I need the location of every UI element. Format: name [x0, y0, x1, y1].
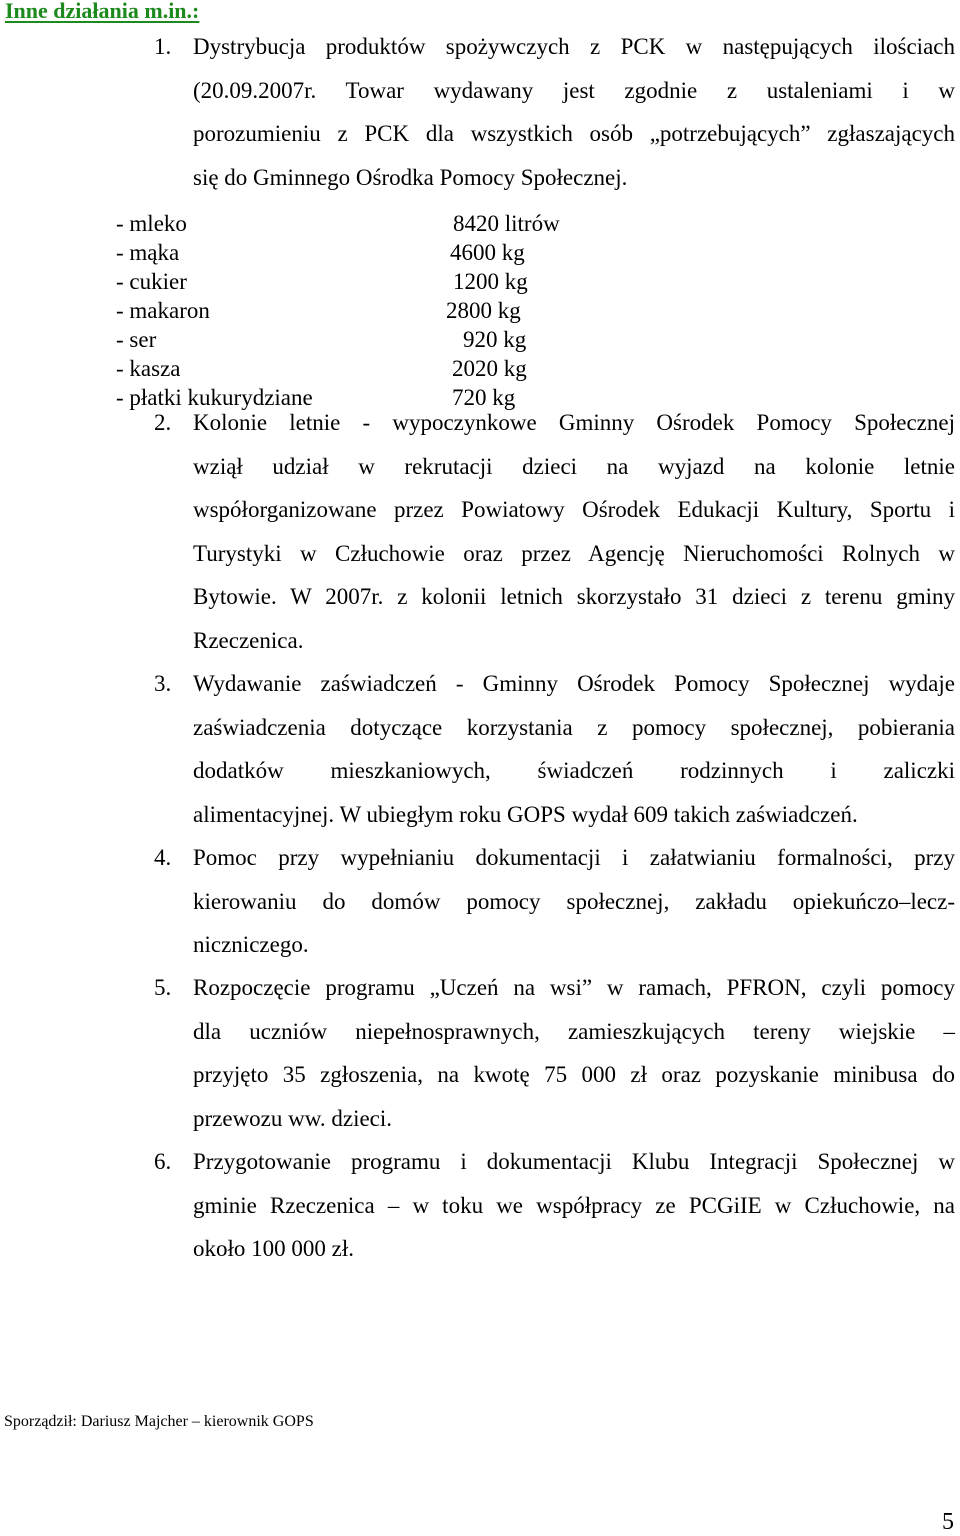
page-number: 5: [942, 1509, 954, 1535]
food-quantity-row: [0, 356, 960, 385]
food-quantity: 2800 kg: [446, 298, 521, 323]
list-item-text-line: Przygotowanie programu i dokumentacji Klubu Integracji Społecznej w: [193, 1149, 955, 1174]
list-item-text-line: przewozu ww. dzieci.: [193, 1105, 393, 1131]
list-item-text-line: kierowaniu do domów pomocy społecznej, zakładu opiekuńczo–lecz-: [193, 888, 955, 914]
food-name: - ser: [116, 327, 157, 352]
food-name: - mleko: [116, 211, 187, 236]
list-item-text-line: przyjęto 35 zgłoszenia, na kwotę 75 000 zł oraz pozyskanie minibusa do: [193, 1062, 955, 1087]
food-quantity: 1200 kg: [453, 269, 528, 294]
food-quantity: 4600 kg: [450, 240, 525, 265]
food-name: - makaron: [116, 298, 210, 323]
list-item-text-line: niczniczego.: [193, 932, 309, 957]
list-item-text-line: Bytowie. W 2007r. z kolonii letnich skorzystało 31 dzieci z terenu gminy: [193, 584, 955, 609]
list-item-text-line: dodatków mieszkaniowych, świadczeń rodzinnych i zaliczki: [193, 758, 955, 783]
food-name: - cukier: [116, 269, 187, 294]
list-item-number: 2.: [154, 410, 172, 435]
list-item-text-line: porozumieniu z PCK dla wszystkich osób „potrzebujących” zgłaszających: [193, 121, 955, 146]
list-item-text-line: Dystrybucja produktów spożywczych z PCK w następujących ilościach: [193, 34, 955, 59]
list-item-text-line: gminie Rzeczenica – w toku we współpracy ze PCGiIE w Człuchowie, na: [193, 1192, 955, 1218]
list-item-text-line: Rozpoczęcie programu „Uczeń na wsi” w ramach, PFRON, czyli pomocy: [193, 975, 955, 1000]
list-item-text-line: zaświadczenia dotyczące korzystania z pomocy społecznej, pobierania: [193, 714, 955, 740]
list-item-text-line: wziął udział w rekrutacji dzieci na wyjazd na kolonie letnie: [193, 453, 955, 479]
food-quantity-row: [0, 327, 960, 356]
food-quantity-row: [0, 385, 960, 414]
list-item-number: 3.: [154, 671, 172, 696]
food-quantity-row: [0, 298, 960, 327]
list-item-text-line: dla uczniów niepełnosprawnych, zamieszkujących tereny wiejskie –: [193, 1018, 955, 1044]
food-quantity-row: [0, 211, 960, 240]
list-item-text-line: (20.09.2007r. Towar wydawany jest zgodnie z ustaleniami i w: [193, 77, 955, 103]
list-item-number: 6.: [154, 1149, 172, 1174]
list-item-text-line: się do Gminnego Ośrodka Pomocy Społecznej.: [193, 164, 628, 190]
list-item-text-line: około 100 000 zł.: [193, 1236, 354, 1261]
list-item-text-line: współorganizowane przez Powiatowy Ośrodek Edukacji Kultury, Sportu i: [193, 497, 955, 522]
list-item-text-line: Wydawanie zaświadczeń - Gminny Ośrodek Pomocy Społecznej wydaje: [193, 671, 955, 696]
list-item-text-line: alimentacyjnej. W ubiegłym roku GOPS wydał 609 takich zaświadczeń.: [193, 801, 858, 827]
food-name: - mąka: [116, 240, 180, 265]
food-quantity: 2020 kg: [452, 356, 527, 381]
food-quantity: 920 kg: [463, 327, 527, 352]
food-quantity-row: [0, 240, 960, 269]
author-footer: Sporządził: Dariusz Majcher – kierownik GOPS: [4, 1413, 314, 1430]
food-quantity: 8420 litrów: [453, 211, 560, 236]
food-quantity-row: [0, 269, 960, 298]
food-quantity: 720 kg: [452, 385, 516, 410]
list-item-text-line: Kolonie letnie - wypoczynkowe Gminny Ośrodek Pomocy Społecznej: [193, 410, 955, 435]
food-name: - płatki kukurydziane: [116, 385, 313, 410]
list-item-number: 5.: [154, 975, 172, 1000]
list-item-number: 1.: [154, 34, 172, 59]
section-heading: Inne działania m.in.:: [5, 0, 200, 23]
food-name: - kasza: [116, 356, 181, 381]
list-item-text-line: Rzeczenica.: [193, 627, 304, 653]
list-item-text-line: Pomoc przy wypełnianiu dokumentacji i załatwianiu formalności, przy: [193, 845, 955, 870]
list-item-text-line: Turystyki w Człuchowie oraz przez Agencję Nieruchomości Rolnych w: [193, 540, 955, 566]
list-item-number: 4.: [154, 845, 172, 870]
